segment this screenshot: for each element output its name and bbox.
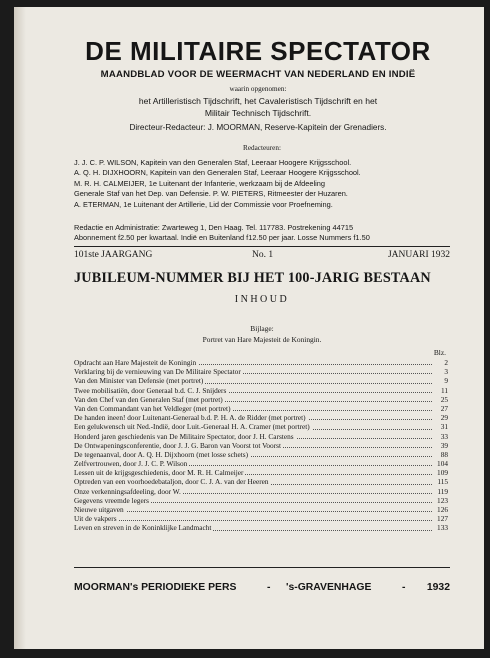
publisher-city: 's-GRAVENHAGE [286,582,372,593]
toc-entry [74,413,450,422]
toc-entry-page: 39 [440,440,448,450]
bijlage-label: Bijlage: [250,324,274,333]
issue-number: No. 1 [252,250,274,260]
bijlage-text: Portret van Hare Majesteit de Koningin. [202,335,322,344]
toc-entry [74,367,450,376]
toc-entry-title: Lessen uit de krijgsgeschiedenis, door M. R. H. Calmeijer [74,468,244,478]
toc-entry-title: Opdracht aan Hare Majesteit de Koningin [74,358,197,367]
toc-entry [74,487,450,496]
toc-entry-title: Van den Commandant van het Veldleger (met portret) [74,403,231,413]
toc-entry-page: 29 [440,413,448,423]
toc-entry-page: 33 [440,431,448,441]
editor-line: M. R. H. CALMEIJER, 1e Luitenant der Infanterie, werkzaam bij de Afdeeling [74,178,325,188]
toc-entry [74,496,450,505]
toc-entry-page: 11 [440,385,448,395]
toc-entry-page: 27 [440,403,448,413]
toc-entry [74,432,450,441]
administration-info [74,223,474,244]
toc-entry-page: 119 [437,486,448,496]
toc-entry-page: 88 [440,449,448,459]
issue-date: JANUARI 1932 [387,250,450,260]
toc-entry-title: Onze verkenningsafdeeling, door W. [74,486,181,496]
toc-entry [74,441,450,450]
toc-entry [74,468,450,477]
toc-entry-page: 9 [444,376,448,386]
toc-entry [74,450,450,459]
toc-entry [74,514,450,523]
page-column-label: Blz. [433,348,446,357]
masthead-title: DE MILITAIRE SPECTATOR [85,36,431,66]
toc-entry-title: Twee mobilisatiën, door Generaal b.d. C. J. Snijders [74,385,227,395]
toc-entry-title: De tegenaanval, door A. Q. H. Dijxhoorn (met losse schets) [74,449,249,459]
publisher-name: MOORMAN's PERIODIEKE PERS [74,582,237,593]
merged-label: waarin opgenomen: [229,85,287,93]
toc-entry-title: Leven en streven in de Koninklijke Landmacht [74,523,212,533]
toc-entry-page: 133 [437,523,448,533]
toc-entry [74,523,450,532]
toc-entry-page: 3 [444,367,448,377]
toc-entry-page: 115 [437,477,448,487]
toc-entry-title: Zelfvertrouwen, door J. J. C. P. Wilson [74,459,188,469]
toc-entry-title: Van den Chef van den Generalen Staf (met portret) [74,394,223,404]
director-line: Directeur-Redacteur: J. MOORMAN, Reserve-Kapitein der Grenadiers. [129,123,387,132]
address-line: Redactie en Administratie: Zwarteweg 1, Den Haag. Tel. 117783. Postrekening 44715 [74,223,354,232]
toc-entry-page: 127 [437,514,448,524]
toc-entry-page: 123 [437,495,448,505]
toc-entry-title: Honderd jaren geschiedenis van De Militaire Spectator, door J. H. Carstens [74,431,294,441]
subscription-line: Abonnement f2.50 per kwartaal. Indië en Buitenland f12.50 per jaar. Losse Nummers f1.50 [74,233,370,243]
toc-entry-page: 126 [437,505,448,514]
editor-line: A. Q. H. DIJXHOORN, Kapitein van den Generalen Staf, Leeraar Hoogere Krijgsschool. [74,168,361,178]
magazine-page [14,7,484,649]
editor-line: A. ETERMAN, 1e Luitenant der Artillerie, Lid der Commissie voor Proefneming. [74,199,333,209]
toc-entry [74,358,450,367]
toc-entry-title: De handen ineen! door Luitenant-Generaal b.d. P. H. A. de Ridder (met portret) [74,413,306,423]
divider-bottom [74,567,450,568]
toc-entry-title: De Ontwapeningsconferentie, door J. J. G. Baron van Voorst tot Voorst [74,440,281,450]
publisher-footer [74,582,450,596]
contents-heading: INHOUD [234,294,290,305]
headline: JUBILEUM-NUMMER BIJ HET 100-JARIG BESTAAN [74,270,431,286]
footer-separator: - [402,582,406,593]
toc-entry [74,395,450,404]
editors-list [74,158,474,210]
toc-entry [74,477,450,486]
toc-entry-page: 104 [437,459,448,469]
editors-label: Redacteuren: [243,144,281,152]
merged-line-2: Militair Technisch Tijdschrift. [204,108,312,118]
footer-separator: - [267,582,271,593]
editor-line: J. J. C. P. WILSON, Kapitein van den Generalen Staf, Leeraar Hoogere Krijgsschool. [74,158,352,167]
page-binding-edge [14,7,26,649]
toc-entry [74,422,450,431]
toc-entry [74,376,450,385]
issue-info [74,250,450,262]
toc-entry-page: 31 [440,422,448,432]
toc-entry-title: Nieuwe uitgaven [74,505,124,514]
toc-entry-title: Van den Minister van Defensie (met portret) [74,376,204,386]
merged-line-1: het Artilleristisch Tijdschrift, het Cavaleristisch Tijdschrift en het [138,96,378,106]
toc-entry-page: 2 [444,358,448,367]
toc-entry [74,386,450,395]
toc-entry-title: Optreden van een voorhoedebataljon, door C. J. A. van der Heeren [74,477,269,487]
toc-entry-title: Verklaring bij de vernieuwing van De Militaire Spectator [74,367,241,377]
masthead-subtitle: MAANDBLAD VOOR DE WEERMACHT VAN NEDERLAND EN INDIË [100,69,416,80]
editor-line: Generale Staf van het Dep. van Defensie. P. W. PIETERS, Ritmeester der Huzaren. [74,189,348,199]
publication-year: 1932 [426,582,450,593]
toc-entry-title: Een gelukwensch uit Ned.-Indië, door Luit.-Generaal H. A. Cramer (met portret) [74,422,310,432]
toc-entry [74,505,450,514]
toc-entry-page: 109 [437,468,448,478]
toc-entry-page: 25 [440,394,448,404]
table-of-contents [74,358,450,533]
toc-entry-title: Uit de vakpers [74,514,117,524]
divider-top [74,246,450,247]
toc-entry-title: Gegevens vreemde legers [74,495,149,505]
toc-entry [74,459,450,468]
toc-entry [74,404,450,413]
volume-label: 101ste JAARGANG [74,250,153,260]
